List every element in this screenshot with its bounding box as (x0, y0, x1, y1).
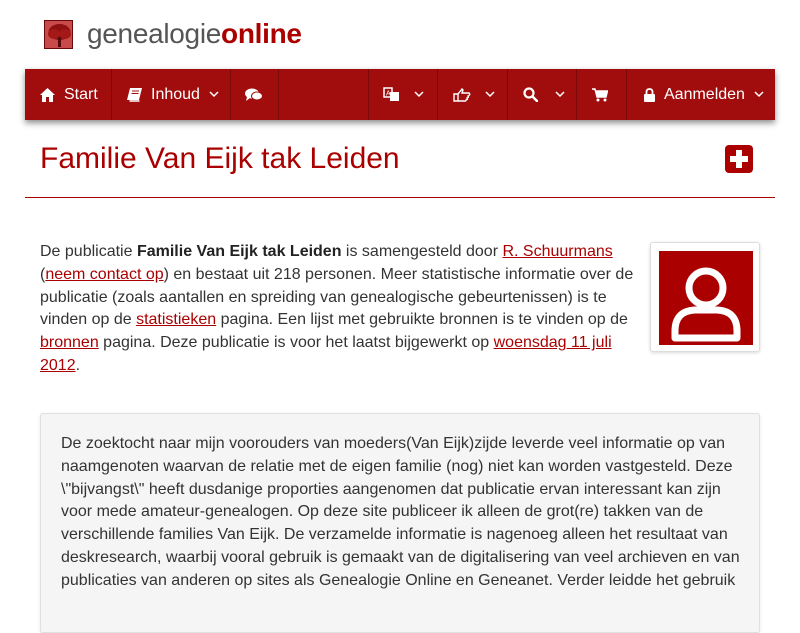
nav-cart[interactable] (592, 69, 608, 120)
publication-name: Familie Van Eijk tak Leiden (136, 243, 342, 260)
site-logo[interactable] (87, 17, 302, 51)
contact-link[interactable]: neem contact op (45, 265, 164, 283)
page-title: Familie Van Eijk tak Leiden (40, 142, 400, 175)
chevron-down-icon (555, 91, 565, 98)
language-icon (383, 87, 400, 102)
chevron-down-icon (485, 91, 495, 98)
svg-text:A: A (386, 90, 391, 98)
description-text: De zoektocht naar mijn voorouders van moeders(Van Eijk)zijde leverde veel informatie op van naamgenoten waarvan de relatie met de eigen familie (nog) niet kan worden vastgesteld. Deze \"bijvangst\" heeft dusdanige proporties aangenomen dat publicatie ervan interessant kan zijn voor mede amateur-genealogen. Op deze site publiceer ik alleen de grot(re) takken van de verschillende families Van Eijk. De verzamelde informatie is nagenoeg alleen het resultaat van deskresearch, waarbij vooral gebruik is gemaakt van de digitalisering van veel archieven en van publicaties van anderen op sites als Genealogie Online en Geneanet. Verder leidde het gebruik (61, 435, 740, 589)
nav-divider (368, 69, 369, 120)
author-link[interactable]: R. Schuurmans (502, 243, 613, 260)
nav-start[interactable] (40, 69, 98, 120)
statistics-link[interactable]: statistieken (136, 311, 217, 329)
nav-search[interactable] (523, 69, 565, 120)
nav-login[interactable] (644, 69, 764, 120)
sources-link[interactable]: bronnen (40, 334, 99, 352)
logo-text-part2: online (221, 18, 302, 49)
home-icon (40, 88, 55, 102)
cart-icon (592, 88, 608, 102)
chevron-down-icon (209, 91, 219, 98)
nav-suggestions[interactable] (453, 69, 495, 120)
intro-text: pagina. Een lijst met gebruikte bronnen is te vinden op de (216, 311, 628, 329)
hand-point-icon (453, 88, 471, 102)
title-divider (25, 197, 775, 198)
chevron-down-icon (754, 91, 764, 98)
nav-divider (437, 69, 438, 120)
intro-text: ) en bestaat uit 218 personen. Meer statistische informatie over de publicatie (zoals aantallen en spreiding van genealogische gebeurtenissen) is te vinden op de (40, 265, 634, 329)
description-box (40, 413, 760, 633)
nav-language[interactable] (383, 69, 424, 120)
header (0, 0, 800, 69)
search-icon (523, 87, 538, 102)
nav-forum[interactable] (245, 69, 263, 120)
last-updated-link[interactable]: woensdag 11 juli 2012 (40, 334, 612, 374)
intro-text: is samengesteld door (341, 243, 503, 260)
intro-paragraph (40, 241, 640, 378)
lock-icon (644, 88, 655, 102)
logo-text-part1: genealogie (87, 18, 222, 49)
nav-login-label: Aanmelden (664, 85, 745, 103)
nav-inhoud[interactable] (127, 69, 219, 120)
nav-divider (111, 69, 112, 120)
nav-inhoud-label: Inhoud (151, 85, 200, 103)
nav-divider (230, 69, 231, 120)
user-icon (659, 251, 753, 345)
chevron-down-icon (414, 91, 424, 98)
nav-divider (576, 69, 577, 120)
nav-divider (278, 69, 279, 120)
nav-divider (507, 69, 508, 120)
nav-start-label: Start (64, 85, 98, 103)
tree-icon[interactable] (44, 20, 73, 49)
intro-text: De publicatie (40, 243, 137, 260)
nav-divider (626, 69, 627, 120)
comments-icon (245, 88, 263, 102)
intro-text: ( (40, 265, 46, 283)
book-icon (127, 88, 142, 102)
intro-text: pagina. Deze publicatie is voor het laatst bijgewerkt op (98, 334, 494, 352)
main-navbar (25, 69, 775, 120)
author-avatar[interactable] (650, 242, 760, 352)
plus-square-icon[interactable] (725, 145, 753, 173)
intro-text: . (75, 356, 81, 374)
